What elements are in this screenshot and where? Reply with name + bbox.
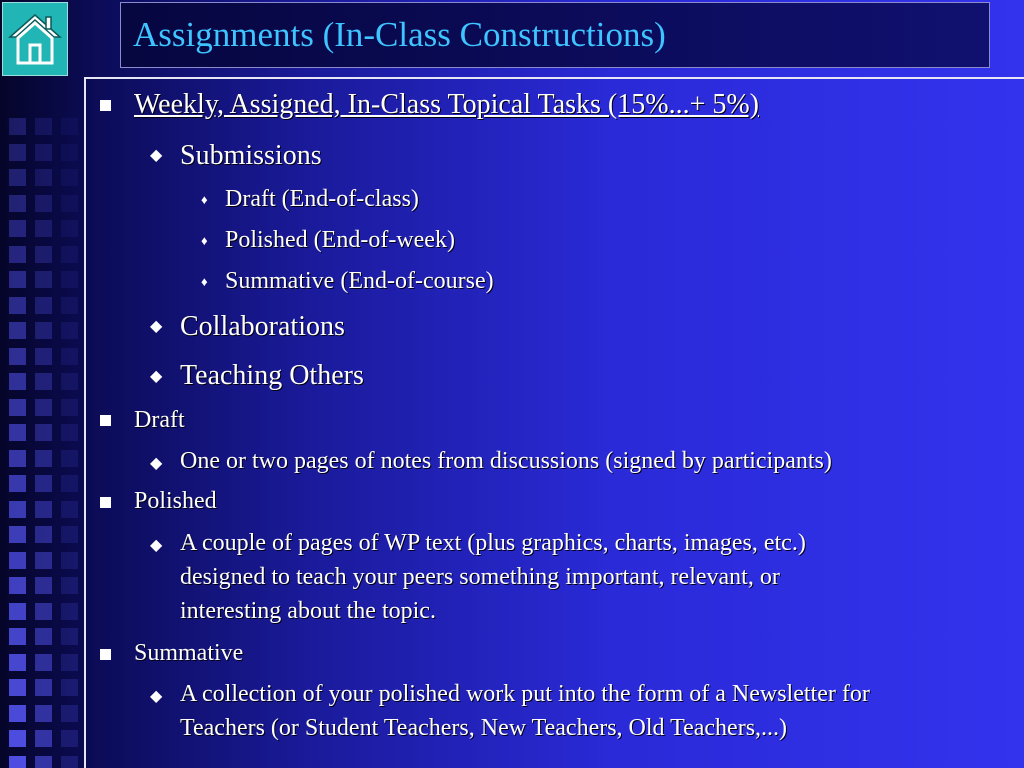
decorative-square (35, 246, 52, 263)
decorative-square (9, 577, 26, 594)
decorative-square (9, 501, 26, 518)
outline-item-polished-end-of-week: Polished (End-of-week) (225, 227, 455, 253)
decorative-square (9, 399, 26, 416)
title-bar (120, 2, 990, 68)
small-diamond-bullet-icon: ♦ (201, 192, 208, 207)
decorative-square (9, 118, 26, 135)
decorative-square (9, 195, 26, 212)
diamond-bullet-icon: ◆ (150, 455, 163, 472)
decorative-square (61, 246, 78, 263)
decorative-square (9, 424, 26, 441)
decorative-square (61, 450, 78, 467)
decorative-square (35, 118, 52, 135)
decorative-square (35, 144, 52, 161)
decorative-square (35, 552, 52, 569)
decorative-square-column (0, 100, 80, 768)
decorative-square (35, 654, 52, 671)
outline-item-summative: Summative (134, 640, 244, 666)
outline-item-summative-description-line-2: Teachers (or Student Teachers, New Teachers, Old Teachers,...) (180, 715, 788, 741)
decorative-square (61, 628, 78, 645)
outline-item-polished-description-line-2: designed to teach your peers something important, relevant, or (180, 564, 780, 590)
small-diamond-bullet-icon: ♦ (201, 274, 208, 289)
decorative-square (9, 475, 26, 492)
decorative-square (35, 195, 52, 212)
square-bullet-icon (100, 497, 111, 508)
decorative-square (35, 705, 52, 722)
decorative-square (9, 603, 26, 620)
outline-item-draft-end-of-class: Draft (End-of-class) (225, 186, 419, 212)
decorative-square (61, 475, 78, 492)
decorative-square (35, 501, 52, 518)
decorative-square (61, 118, 78, 135)
decorative-square (35, 297, 52, 314)
decorative-square (61, 169, 78, 186)
decorative-square (35, 679, 52, 696)
decorative-square (61, 603, 78, 620)
diamond-bullet-icon: ◆ (150, 688, 163, 705)
decorative-square (61, 322, 78, 339)
outline-item-draft: Draft (134, 407, 185, 433)
decorative-square (9, 552, 26, 569)
diamond-bullet-icon: ◆ (150, 368, 163, 385)
decorative-square (61, 654, 78, 671)
slide-title: Assignments (In-Class Constructions) (133, 15, 666, 54)
decorative-square (35, 424, 52, 441)
decorative-square (35, 756, 52, 768)
decorative-square (61, 373, 78, 390)
decorative-square (61, 756, 78, 768)
outline-item-summative-end-of-course: Summative (End-of-course) (225, 268, 494, 294)
decorative-square (9, 220, 26, 237)
decorative-square (61, 144, 78, 161)
decorative-square (9, 705, 26, 722)
decorative-square (61, 730, 78, 747)
decorative-square (9, 322, 26, 339)
decorative-square (61, 577, 78, 594)
outline-item-collaborations: Collaborations (180, 311, 345, 342)
decorative-square (61, 424, 78, 441)
decorative-square (61, 297, 78, 314)
decorative-square (35, 373, 52, 390)
outline-item-polished: Polished (134, 488, 217, 514)
diamond-bullet-icon: ◆ (150, 537, 163, 554)
outline-item-teaching-others: Teaching Others (180, 360, 364, 391)
decorative-square (61, 271, 78, 288)
decorative-square (35, 475, 52, 492)
decorative-square (61, 195, 78, 212)
decorative-square (9, 297, 26, 314)
decorative-square (61, 526, 78, 543)
decorative-square (35, 526, 52, 543)
diamond-bullet-icon: ◆ (150, 147, 163, 164)
decorative-square (9, 756, 26, 768)
decorative-square (35, 628, 52, 645)
decorative-square (61, 679, 78, 696)
outline-item-summative-description-line-1: A collection of your polished work put into the form of a Newsletter for (180, 681, 870, 707)
decorative-square (35, 348, 52, 365)
outline-item-polished-description-line-3: interesting about the topic. (180, 598, 436, 624)
decorative-square (9, 654, 26, 671)
square-bullet-icon (100, 415, 111, 426)
diamond-bullet-icon: ◆ (150, 318, 163, 335)
decorative-square (61, 705, 78, 722)
decorative-square (9, 730, 26, 747)
decorative-square (35, 169, 52, 186)
decorative-square (35, 450, 52, 467)
decorative-square (9, 628, 26, 645)
decorative-square (35, 603, 52, 620)
outline-item-submissions: Submissions (180, 140, 322, 171)
decorative-square (35, 730, 52, 747)
decorative-square (35, 271, 52, 288)
decorative-square (61, 501, 78, 518)
decorative-square (9, 450, 26, 467)
decorative-square (61, 348, 78, 365)
decorative-square (35, 322, 52, 339)
home-button[interactable] (2, 2, 68, 76)
decorative-square (35, 577, 52, 594)
decorative-square (61, 399, 78, 416)
small-diamond-bullet-icon: ♦ (201, 233, 208, 248)
decorative-square (9, 679, 26, 696)
decorative-square (9, 169, 26, 186)
decorative-square (9, 144, 26, 161)
decorative-square (61, 552, 78, 569)
decorative-square (61, 220, 78, 237)
outline-item-draft-notes: One or two pages of notes from discussions (signed by participants) (180, 448, 832, 474)
outline-item-polished-description-line-1: A couple of pages of WP text (plus graphics, charts, images, etc.) (180, 530, 806, 556)
decorative-square (35, 220, 52, 237)
decorative-square (35, 399, 52, 416)
decorative-square (9, 373, 26, 390)
decorative-square (9, 246, 26, 263)
decorative-square (9, 348, 26, 365)
slide-content (84, 77, 1024, 768)
square-bullet-icon (100, 649, 111, 660)
outline-item-weekly: Weekly, Assigned, In-Class Topical Tasks (15%...+ 5%) (134, 89, 760, 120)
decorative-square (9, 526, 26, 543)
decorative-square (9, 271, 26, 288)
home-icon (8, 11, 62, 67)
square-bullet-icon (100, 100, 111, 111)
